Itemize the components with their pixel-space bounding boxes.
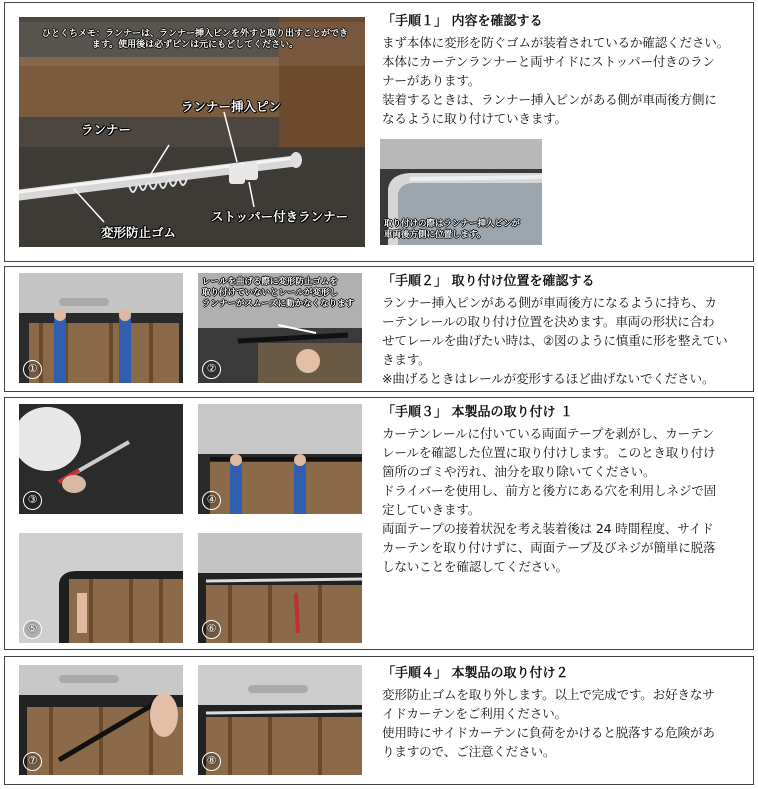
step1-body (382, 33, 747, 128)
step2-line: ※曲げるときはレールが変形するほど曲げないでください。 (382, 371, 715, 386)
step3-line: カーテンレールに付いている両面テープを剥がし、カーテン (382, 426, 715, 441)
photo-2-caption-line3: ランナーがスムーズに動かなくなります (202, 299, 355, 309)
step4-line: 変形防止ゴムを取り外します。以上で完成です。お好きなサ (382, 687, 715, 702)
step1-text (382, 13, 747, 128)
step4-body (382, 685, 747, 761)
rear-side-photo (380, 139, 542, 245)
step2-line: きます。 (382, 352, 431, 367)
photo-7-illustration (19, 665, 183, 775)
step3-line: ドライバーを使用し、前方と後方にある穴を利用しネジで固 (382, 483, 717, 498)
photo-5 (19, 533, 183, 643)
photo-2-caption (202, 277, 354, 310)
photo-8 (198, 665, 362, 775)
photo-8-illustration (198, 665, 362, 775)
step-marker-4: ④ (202, 491, 221, 510)
photo-1-illustration (19, 273, 183, 383)
step3-line: しないことを確認してください。 (382, 559, 568, 574)
rail-overview-photo (19, 17, 365, 247)
step3-section (4, 397, 754, 650)
photo-2-caption-line2: 取り付けていないとレールが変形し (202, 288, 338, 298)
step3-line: 両面テープの接着状況を考え装着後は 24 時間程度、サイド (382, 521, 714, 536)
step-marker-2: ② (202, 360, 221, 379)
rear-side-caption (384, 219, 520, 241)
photo-6 (198, 533, 362, 643)
step-marker-8: ⑧ (202, 752, 221, 771)
step3-line: 箇所のゴミや汚れ、油分を取り除いてください。 (382, 464, 656, 479)
step2-line: せてレールを曲げたい時は、②図のように慎重に形を整えてい (382, 333, 728, 348)
step-marker-3: ③ (23, 491, 42, 510)
step3-text (382, 404, 747, 576)
step3-body (382, 424, 747, 576)
rear-side-caption-line2: 車両後方側に位置します。 (384, 230, 486, 240)
step2-line: ーテンレールの取り付け位置を決めます。車両の形状に合わ (382, 314, 715, 329)
step2-title: 「手順２」 取り付け位置を確認する (382, 274, 595, 289)
photo-6-illustration (198, 533, 362, 643)
photo-7 (19, 665, 183, 775)
photo-2 (198, 273, 362, 383)
step-marker-7: ⑦ (23, 752, 42, 771)
label-pin: ランナー挿入ピン (181, 99, 282, 114)
photo-4 (198, 404, 362, 514)
step4-line: 使用時にサイドカーテンに負荷をかけると脱落する危険があ (382, 725, 715, 740)
step3-line: 定していきます。 (382, 502, 481, 517)
photo-3-illustration (19, 404, 183, 514)
label-runner: ランナー (81, 122, 132, 137)
memo-line1: ひとくちメモ：ランナーは、ランナー挿入ピンを外すと取り出すことができ (41, 29, 348, 39)
photo-4-illustration (198, 404, 362, 514)
step3-line: レールを確認した位置に取り付けします。このとき取り付け (382, 445, 716, 460)
step3-title: 「手順３」 本製品の取り付け １ (382, 405, 574, 420)
step1-line: まず本体に変形を防ぐゴムが装着されているか確認ください。 (382, 35, 730, 50)
step1-line: 装着するときは、ランナー挿入ピンがある側が車両後方側に (382, 92, 717, 107)
step4-title: 「手順４」 本製品の取り付け２ (382, 666, 569, 681)
rear-side-caption-line1: 取り付けの際はランナー挿入ピンが (384, 219, 521, 229)
step4-line: イドカーテンをご利用ください。 (382, 706, 567, 721)
memo-caption (27, 29, 363, 51)
step4-text (382, 665, 747, 761)
memo-line2: ます。使用後は必ずピンは元にもどしてください。 (91, 40, 299, 50)
label-rubber: 変形防止ゴム (101, 225, 177, 240)
step4-line: りますので、ご注意ください。 (382, 744, 556, 759)
step4-section (4, 656, 754, 785)
step-marker-5: ⑤ (23, 620, 42, 639)
step1-line: ナーがあります。 (382, 73, 481, 88)
step1-title: 「手順１」 内容を確認する (382, 14, 543, 29)
step1-section (4, 2, 754, 262)
step3-line: カーテンを取り付けずに、両面テープ及びネジが簡単に脱落 (382, 540, 716, 555)
photo-2-caption-line1: レールを曲げる際に変形防止ゴムを (202, 277, 338, 287)
step2-section (4, 266, 754, 392)
step1-line: 本体にカーテンランナーと両サイドにストッパー付きのラン (382, 54, 715, 69)
step1-line: なるように取り付けていきます。 (382, 111, 567, 126)
photo-1 (19, 273, 183, 383)
step2-line: ランナー挿入ピンがある側が車両後方になるように持ち、カ (382, 295, 717, 310)
photo-5-illustration (19, 533, 183, 643)
label-stopper: ストッパー付きランナー (211, 209, 349, 224)
step2-body (382, 293, 747, 388)
step2-text (382, 273, 747, 388)
step-marker-6: ⑥ (202, 620, 221, 639)
photo-3 (19, 404, 183, 514)
step-marker-1: ① (23, 360, 42, 379)
